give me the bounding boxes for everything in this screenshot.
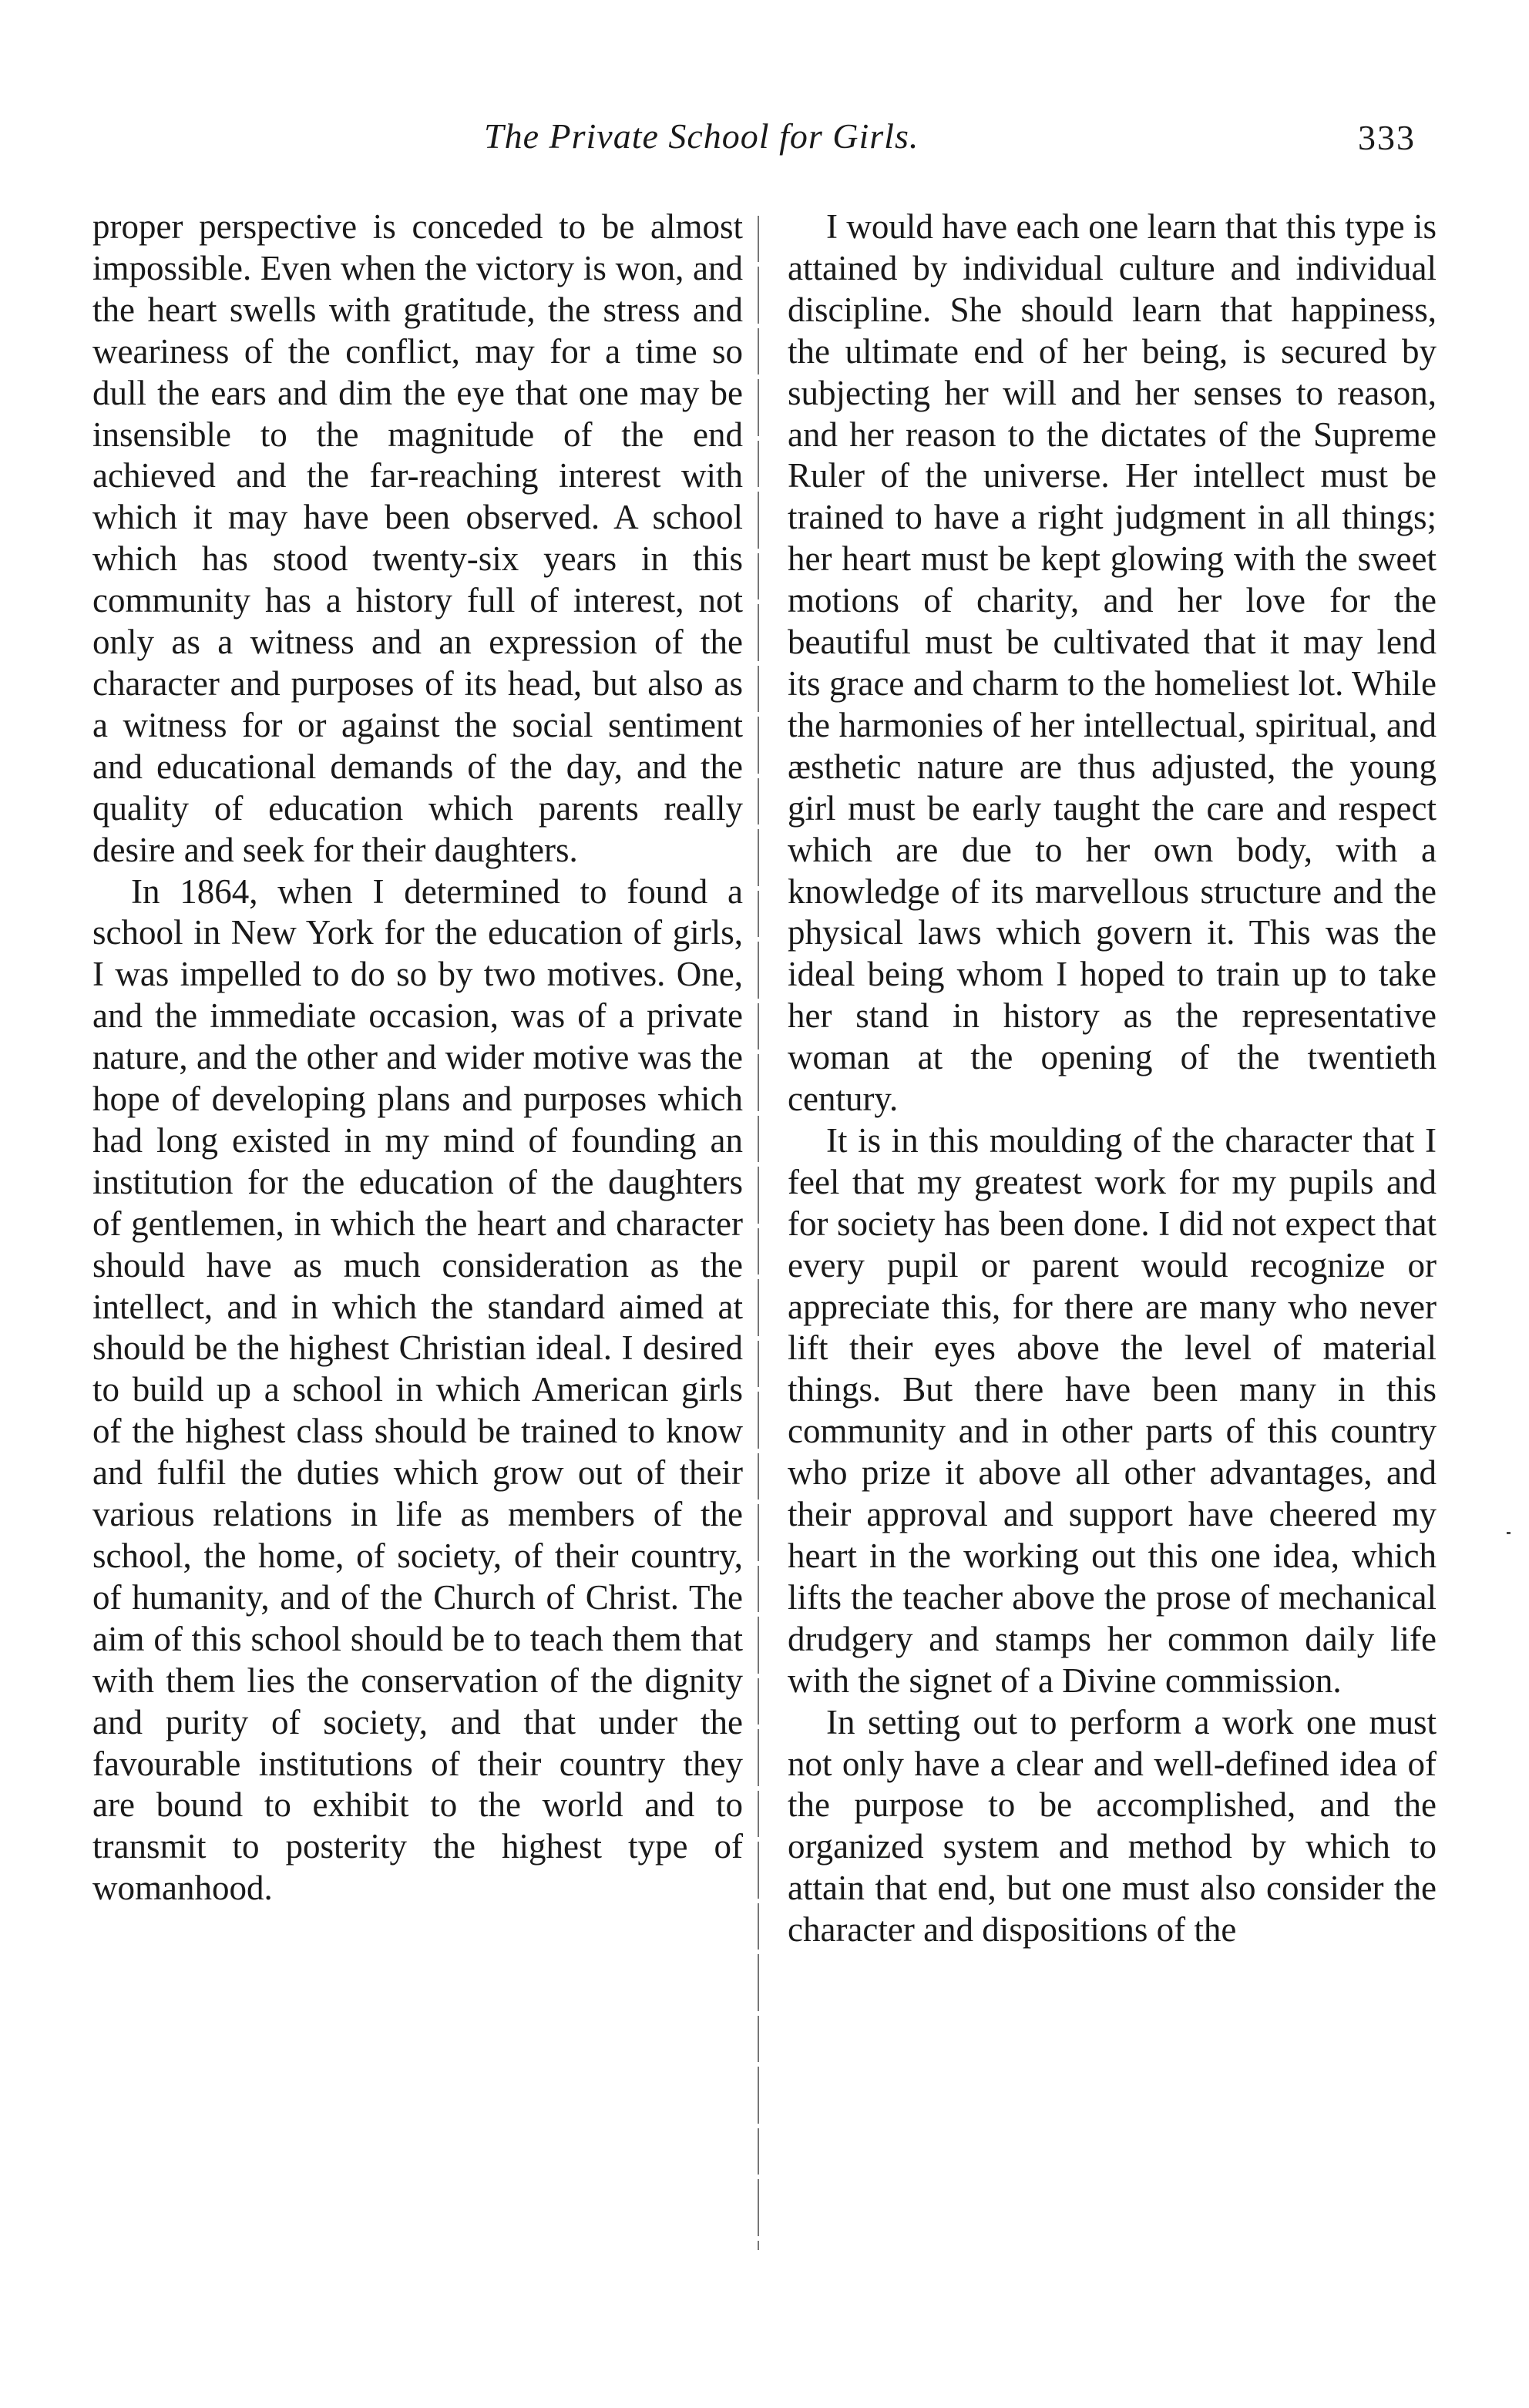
left-column xyxy=(92,207,743,1909)
right-paragraph-2: It is in this moulding of the character that I feel that my greatest work for my pupils and for society has been done. I did not expect that every pupil or parent would recognize or appreciate this, for there are many who never lift their eyes above the level of material things. But there have been many in this community and in other parts of this country who prize it above all other advantages, and their approval and support have cheered my heart in the working out this one idea, which lifts the teacher above the prose of mechanical drudgery and stamps her common daily life with the signet of a Divine commission. xyxy=(788,1120,1437,1700)
right-paragraph-3: In setting out to perform a work one must not only have a clear and well-defined idea of the purpose to be accomplished, and the organized system and method by which to attain that end, but one must also consider the character and dispositions of the xyxy=(788,1702,1437,1950)
right-paragraph-1: I would have each one learn that this type is attained by individual culture and individual discipline. She should learn that happiness, the ultimate end of her being, is secured by subjecting her will and her senses to reason, and her reason to the dictates of the Supreme Ruler of the universe. Her intellect must be trained to have a right judgment in all things; her heart must be kept glowing with the sweet motions of charity, and her love for the beautiful must be cultivated that it may lend its grace and charm to the homeliest lot. While the harmonies of her intellectual, spiritual, and æsthetic nature are thus adjusted, the young girl must be early taught the care and respect which are due to her own body, with a knowledge of its marvellous structure and the physical laws which govern it. This was the ideal being whom I hoped to train up to take her stand in history as the representative woman at the opening of the twentieth century. xyxy=(788,207,1437,1119)
running-header xyxy=(0,116,1529,162)
left-paragraph-2: In 1864, when I determined to found a school in New York for the education of girls, I was impelled to do so by two motives. One, and the immediate occasion, was of a private nature, and the other and wider motive was the hope of developing plans and purposes which had long existed in my mind of founding an institution for the education of the daughters of gentlemen, in which the heart and character should have as much consideration as the intellect, and in which the standard aimed at should be the highest Christian ideal. I desired to build up a school in which American girls of the highest class should be trained to know and fulfil the duties which grow out of their various relations in life as members of the school, the home, of society, of their country, of humanity, and of the Church of Christ. The aim of this school should be to teach them that with them lies the conservation of the dignity and purity of society, and that under the favourable institutions of their country they are bound to exhibit to the world and to transmit to posterity the highest type of womanhood. xyxy=(92,872,743,1908)
print-speck xyxy=(1507,1532,1511,1534)
page-number: 333 xyxy=(1358,118,1416,157)
right-column xyxy=(788,207,1437,1951)
running-title: The Private School for Girls. xyxy=(484,116,919,156)
column-divider xyxy=(758,216,759,2250)
left-paragraph-1: proper perspective is conceded to be almost impossible. Even when the victory is won, and the heart swells with gratitude, the stress and weariness of the conflict, may for a time so dull the ears and dim the eye that one may be insensible to the magnitude of the end achieved and the far-reaching interest with which it may have been observed. A school which has stood twenty-six years in this community has a history full of interest, not only as a witness and an expression of the character and purposes of its head, but also as a witness for or against the social sentiment and educational demands of the day, and the quality of education which parents really desire and seek for their daughters. xyxy=(92,207,743,869)
